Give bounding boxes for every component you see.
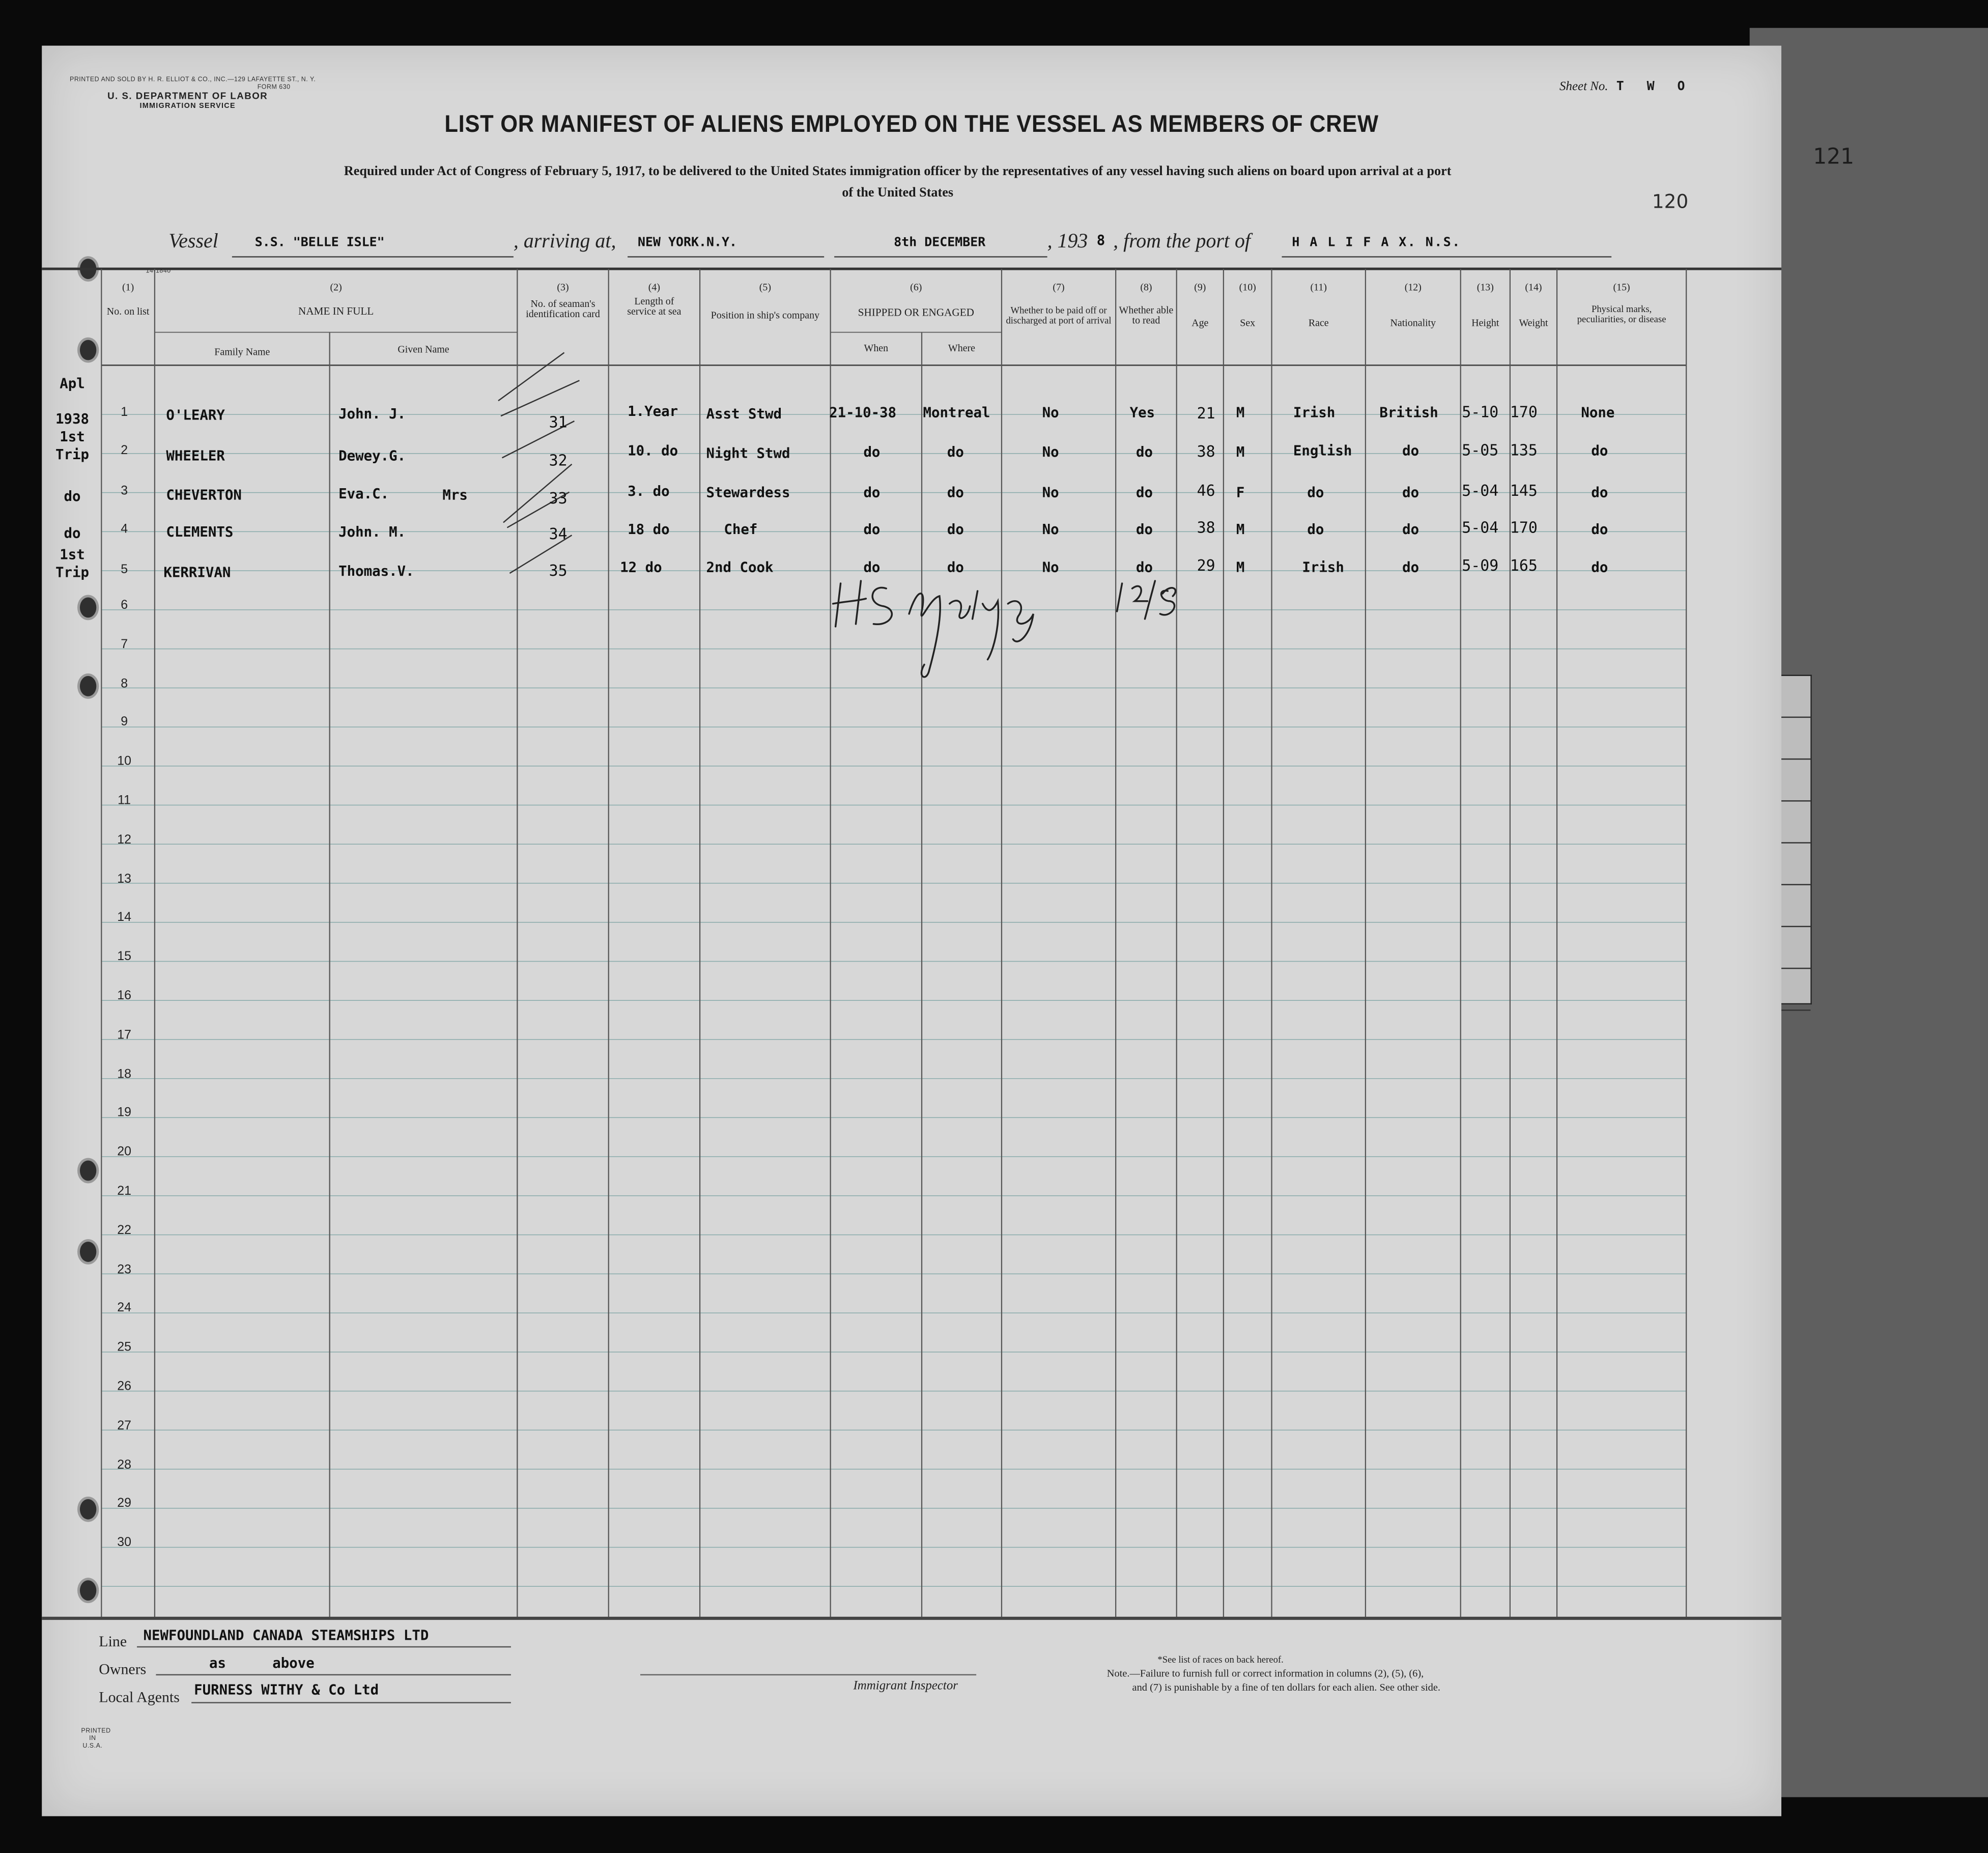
row-number: 15 [117, 950, 131, 964]
arrival-date: 8th DECEMBER [894, 236, 986, 250]
page-number: 120 [1652, 190, 1689, 213]
col6b-header: Where [948, 342, 976, 354]
col9-header: Age [1191, 317, 1209, 329]
margin-note: Apl [60, 375, 85, 392]
arrival-port: NEW YORK.N.Y. [638, 236, 737, 250]
row-number: 16 [117, 989, 131, 1003]
col15-number: (15) [1613, 282, 1630, 293]
row-number: 10 [117, 754, 131, 769]
agents-underline [191, 1702, 511, 1703]
races-note: *See list of races on back hereof. [1157, 1653, 1284, 1666]
given-name: John. M. [338, 523, 406, 541]
year-label: , 193 [1047, 231, 1088, 252]
sex: M [1236, 559, 1245, 576]
shipped-where: do [947, 443, 964, 461]
able-to-read: do [1136, 484, 1153, 501]
shipped-when: do [863, 484, 881, 501]
given-name-title: Mrs [442, 487, 468, 504]
row-number: 25 [117, 1340, 131, 1355]
row-number: 29 [117, 1497, 131, 1511]
col4-header: Length of service at sea [627, 295, 681, 317]
col13-header: Height [1471, 317, 1499, 329]
fine-note-line-2: and (7) is punishable by a fine of ten dollars for each alien. See other side. [1132, 1681, 1441, 1694]
manifest-sheet [42, 46, 1781, 1816]
sheet-value: T W O [1616, 79, 1693, 94]
age: 46 [1197, 482, 1215, 500]
physical-marks: do [1591, 484, 1608, 501]
row-number: 23 [117, 1262, 131, 1277]
able-to-read: do [1136, 521, 1153, 538]
col9-number: (9) [1194, 282, 1206, 293]
weight: 135 [1510, 441, 1538, 459]
owners-label: Owners [99, 1660, 147, 1678]
inspector-label: Immigrant Inspector [853, 1679, 958, 1694]
col5-header: Position in ship's company [711, 309, 820, 321]
row-number: 11 [118, 794, 131, 808]
col14-number: (14) [1525, 282, 1542, 293]
col1-header: No. on list [106, 305, 150, 317]
shipped-where: do [947, 521, 964, 538]
family-name: CLEMENTS [166, 523, 234, 541]
age: 38 [1197, 442, 1215, 461]
col2b-header: Given Name [397, 344, 449, 355]
printer-line: PRINTED AND SOLD BY H. R. ELLIOT & CO., INC.—129 LAFAYETTE ST., N. Y. [70, 76, 316, 84]
inspector-signature [828, 576, 1234, 696]
row-number: 5 [121, 563, 128, 577]
position: Stewardess [706, 484, 790, 501]
service-name: IMMIGRATION SERVICE [139, 102, 236, 110]
agents-label: Local Agents [99, 1688, 180, 1706]
position: Asst Stwd [706, 406, 782, 423]
col6-header: SHIPPED OR ENGAGED [858, 305, 974, 319]
row-number: 17 [117, 1028, 131, 1043]
weight: 170 [1510, 403, 1538, 422]
sex: M [1236, 404, 1245, 422]
col1-number: (1) [122, 282, 134, 293]
race: Irish [1302, 559, 1344, 576]
shipped-when: do [863, 559, 881, 576]
physical-marks: do [1591, 559, 1608, 576]
col2a-header: Family Name [214, 346, 270, 358]
card-number: 35 [549, 561, 567, 580]
row-number: 12 [117, 833, 131, 847]
card-number: 31 [549, 413, 567, 432]
col11-number: (11) [1310, 282, 1327, 293]
race: Irish [1293, 404, 1336, 422]
col10-number: (10) [1239, 282, 1256, 293]
row-number: 8 [121, 677, 128, 691]
sheet-label: Sheet No. [1559, 79, 1608, 94]
subtitle-line-1: Required under Act of Congress of February 5, 1917, to be delivered to the United States immigration officer by the representatives of any vessel having such aliens on board upon arrival at a port [344, 164, 1452, 179]
col3-header: No. of seaman's identification card [526, 298, 600, 320]
vessel-name: S.S. "BELLE ISLE" [254, 236, 385, 250]
service-length: 10. do [628, 442, 678, 459]
row-number: 28 [117, 1458, 131, 1472]
family-name: CHEVERTON [166, 487, 242, 504]
shipped-when: do [863, 443, 881, 461]
margin-note: Trip [55, 446, 89, 463]
line-value: NEWFOUNDLAND CANADA STEAMSHIPS LTD [143, 1627, 429, 1644]
row-number: 2 [121, 443, 128, 458]
col8-header: Whether able to read [1119, 304, 1174, 326]
card-number: 32 [549, 451, 567, 469]
position: Chef [724, 521, 758, 538]
physical-marks: do [1591, 521, 1608, 538]
agents-value: FURNESS WITHY & Co Ltd [194, 1681, 379, 1698]
row-number: 9 [121, 716, 128, 730]
signature-text [828, 576, 893, 580]
row-number: 22 [117, 1223, 131, 1238]
arriving-label: , arriving at, [513, 231, 616, 252]
col2-number: (2) [330, 282, 342, 293]
margin-note: 1st [60, 429, 85, 445]
shipped-where: do [947, 559, 964, 576]
subtitle-line-2: of the United States [842, 186, 954, 201]
form-code: 14-1840 [146, 267, 171, 275]
back-sheet-number: 121 [1813, 145, 1855, 170]
col6a-header: When [864, 342, 889, 354]
col3-number: (3) [557, 282, 569, 293]
age: 29 [1197, 556, 1215, 575]
nationality: do [1402, 521, 1419, 538]
nationality: do [1402, 442, 1419, 459]
given-name: Eva.C. [338, 486, 389, 502]
vessel-label: Vessel [168, 231, 218, 252]
given-name: Thomas.V. [338, 563, 414, 580]
card-number: 34 [549, 525, 567, 543]
col8-number: (8) [1140, 282, 1152, 293]
service-length: 12 do [620, 559, 662, 576]
height: 5-04 [1462, 482, 1499, 500]
printed-in-usa: PRINTED IN U.S.A. [81, 1727, 111, 1751]
col2-header: NAME IN FULL [298, 304, 374, 317]
col12-number: (12) [1404, 282, 1422, 293]
year-value: 8 [1096, 232, 1105, 249]
paid-off: No [1042, 559, 1059, 576]
inspector-line [640, 1674, 976, 1675]
height: 5-04 [1462, 518, 1499, 537]
form-number: FORM 630 [257, 83, 291, 92]
race: do [1307, 521, 1324, 538]
physical-marks: None [1581, 404, 1615, 422]
col11-header: Race [1308, 317, 1329, 329]
able-to-read: Yes [1129, 404, 1155, 422]
handwritten-signature [828, 576, 1234, 690]
row-number: 13 [117, 872, 131, 886]
row-number: 21 [117, 1184, 131, 1199]
given-name: Dewey.G. [338, 447, 406, 464]
col7-header: Whether to be paid off or discharged at port of arrival [1006, 304, 1112, 326]
given-name: John. J. [338, 406, 406, 423]
col15-header: Physical marks, peculiarities, or disease [1577, 303, 1666, 325]
department-name: U. S. DEPARTMENT OF LABOR [107, 90, 268, 102]
owners-value: as above [209, 1655, 315, 1672]
margin-note: 1938 [55, 411, 89, 428]
departure-port: H A L I F A X. N.S. [1292, 236, 1461, 250]
shipped-where: do [947, 484, 964, 501]
row-number: 30 [117, 1536, 131, 1550]
paid-off: No [1042, 521, 1059, 538]
height: 5-09 [1462, 556, 1499, 575]
col4-number: (4) [648, 282, 661, 293]
row-number: 1 [121, 406, 128, 420]
weight: 145 [1510, 482, 1538, 500]
margin-note: do [64, 525, 81, 542]
able-to-read: do [1136, 443, 1153, 461]
family-name: KERRIVAN [163, 564, 231, 581]
row-number: 14 [117, 911, 131, 925]
col12-header: Nationality [1390, 317, 1436, 329]
paid-off: No [1042, 443, 1059, 461]
age: 21 [1197, 404, 1215, 423]
row-number: 7 [121, 637, 128, 652]
race: English [1293, 442, 1352, 459]
sex: M [1236, 521, 1245, 538]
shipped-when: do [863, 521, 881, 538]
from-label: , from the port of [1113, 231, 1251, 252]
shipped-where: Montreal [923, 404, 990, 422]
service-length: 18 do [628, 521, 670, 538]
nationality: do [1402, 484, 1419, 501]
row-number: 3 [121, 484, 128, 499]
footer-note [1107, 1652, 1703, 1694]
col6-number: (6) [910, 282, 922, 293]
row-number: 27 [117, 1419, 131, 1433]
weight: 165 [1510, 556, 1538, 575]
age: 38 [1197, 518, 1215, 537]
race: do [1307, 484, 1324, 501]
row-number: 26 [117, 1380, 131, 1394]
family-name: O'LEARY [166, 407, 225, 424]
col10-header: Sex [1240, 317, 1256, 329]
owners-underline [156, 1674, 511, 1675]
margin-note: Trip [55, 564, 89, 581]
col13-number: (13) [1476, 282, 1494, 293]
position: Night Stwd [706, 445, 790, 462]
col5-number: (5) [759, 282, 771, 293]
col14-header: Weight [1519, 317, 1548, 329]
able-to-read: do [1136, 559, 1153, 576]
card-number: 33 [549, 489, 567, 508]
position: 2nd Cook [706, 559, 774, 576]
paid-off: No [1042, 484, 1059, 501]
service-length: 3. do [628, 483, 670, 500]
row-number: 18 [117, 1067, 131, 1082]
row-number: 24 [117, 1302, 131, 1316]
line-label: Line [99, 1632, 127, 1650]
height: 5-10 [1462, 403, 1499, 422]
nationality: British [1379, 404, 1438, 422]
line-underline [137, 1646, 511, 1647]
height: 5-05 [1462, 441, 1499, 459]
row-number: 20 [117, 1145, 131, 1160]
page-title: LIST OR MANIFEST OF ALIENS EMPLOYED ON THE VESSEL AS MEMBERS OF CREW [444, 111, 1379, 138]
physical-marks: do [1591, 442, 1608, 459]
margin-note: 1st [60, 546, 85, 564]
family-name: WHEELER [166, 447, 225, 464]
row-number: 19 [117, 1106, 131, 1120]
service-length: 1.Year [628, 403, 678, 420]
shipped-when: 21-10-38 [829, 404, 897, 422]
nationality: do [1402, 559, 1419, 576]
row-number: 4 [121, 522, 128, 537]
sex: F [1236, 484, 1245, 501]
paid-off: No [1042, 404, 1059, 422]
row-number: 6 [121, 598, 128, 613]
weight: 170 [1510, 518, 1538, 537]
margin-note: do [64, 488, 81, 505]
sex: M [1236, 443, 1245, 461]
fine-note-line-1: Note.—Failure to furnish full or correct information in columns (2), (5), (6), [1106, 1668, 1424, 1679]
col7-number: (7) [1053, 282, 1065, 293]
